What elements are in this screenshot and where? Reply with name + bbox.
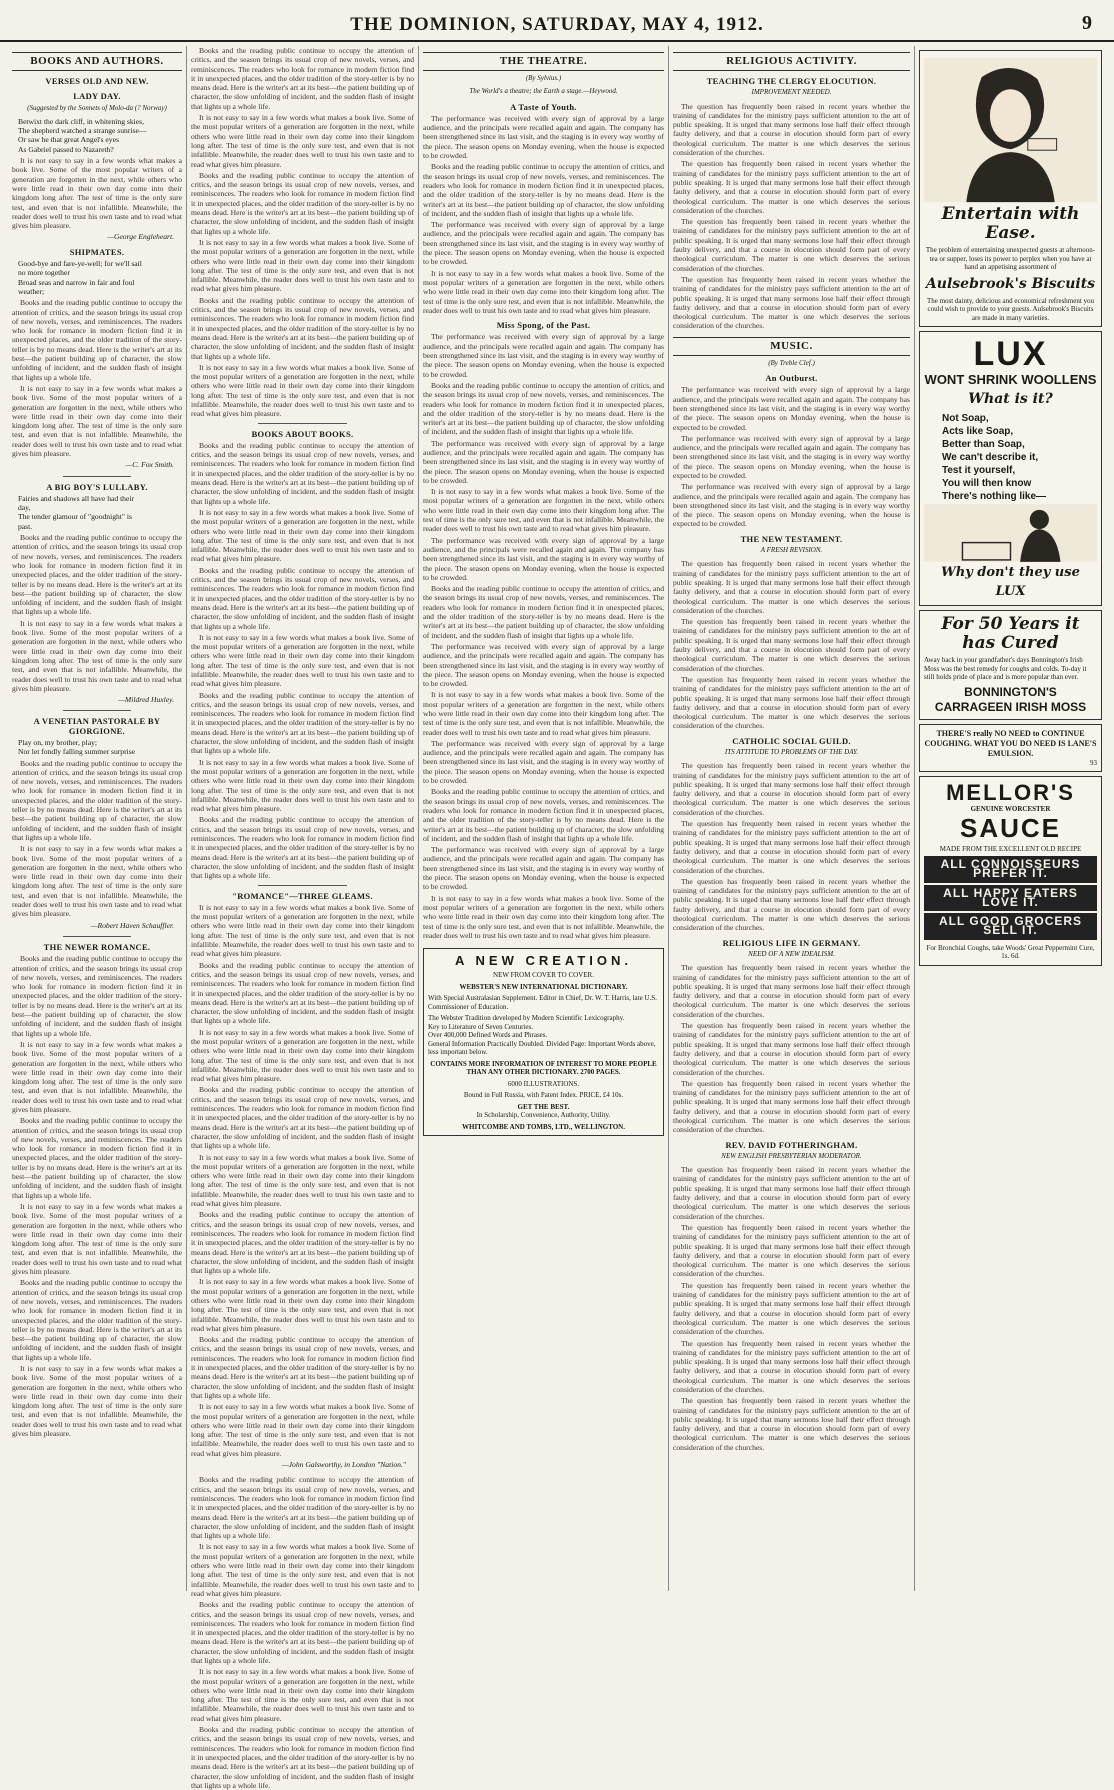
article-text: Books and the reading public continue to occupy the attention of critics, and the season brings its usual crop of new novels, verses, and reminiscences. The readers who look for romance in modern fiction find it in unexpected places, and the older tradition of the story-teller is by no means dead. Here is the writer's art at its best—the patient building up of character, the slow unfolding of incident, and the sudden flash of insight that lights up a whole life. xyxy=(191,1475,414,1541)
article-text: It is not easy to say in a few words what makes a book live. Some of the most popular writers of a generation are forgotten in the next, while others who were little read in their own day come into their kingdom long after. The test of time is the only sure test, and even that is not infallible. Meanwhile, the reader does well to trust his own taste and to read what gives him pleasure. xyxy=(423,487,664,534)
article-text: It is not easy to say in a few words what makes a book live. Some of the most popular writers of a generation are forgotten in the next, while others who were little read in their own day come into their kingdom long after. The test of time is the only sure test, and even that is not infallible. Meanwhile, the reader does well to trust his own taste and to read what gives him pleasure. xyxy=(12,618,182,693)
column-4 xyxy=(668,46,914,1591)
divider xyxy=(63,476,131,477)
article-text: It is not easy to say in a few words what makes a book live. Some of the most popular writers of a generation are forgotten in the next, while others who were little read in their own day come into their kingdom long after. The test of time is the only sure test, and even that is not infallible. Meanwhile, the reader does well to trust his own taste and to read what gives him pleasure. xyxy=(191,1402,414,1458)
article-text: The question has frequently been raised in recent years whether the training of candidates for the ministry pays sufficient attention to the art of public speaking. It is urged that many sermons lose half their effect through faulty delivery, and that a course in elocution should form part of every theological curriculum. The matter is one which deserves the serious consideration of the churches. xyxy=(673,1021,910,1077)
advert-line: With Special Australasian Supplement. Editor in Chief, Dr. W. T. Harris, late U.S. Commissioner of Education. xyxy=(428,994,657,1011)
article-text: The question has frequently been raised in recent years whether the training of candidates for the ministry pays sufficient attention to the art of public speaking. It is urged that many sermons lose half their effect through faulty delivery, and that a course in elocution should form part of every theological curriculum. The matter is one which deserves the serious consideration of the churches. xyxy=(673,1165,910,1221)
advert-line: The Webster Tradition developed by Modern Scientific Lexicography. xyxy=(428,1014,625,1023)
advert-body: Away back in your grandfather's days Bonnington's Irish Moss was the best remedy for coughs and colds. To-day it still holds pride of place and is more popular than ever. xyxy=(924,656,1087,681)
lanes-advert xyxy=(919,724,1102,773)
poem-body xyxy=(12,738,182,757)
article-text: Books and the reading public continue to occupy the attention of critics, and the season brings its usual crop of new novels, verses, and reminiscences. The readers who look for romance in modern fiction find it in unexpected places, and the older tradition of the story-teller is by no means dead. Here is the writer's art at its best—the patient building up of character, the slow unfolding of incident, and the sudden flash of insight that lights up a whole life. xyxy=(191,295,414,361)
poem-title: SHIPMATES. xyxy=(69,246,125,257)
article-text: Books and the reading public continue to occupy the attention of critics, and the season brings its usual crop of new novels, verses, and reminiscences. The readers who look for romance in modern fiction find it in unexpected places, and the older tradition of the story-teller is by no means dead. Here is the writer's art at its best—the patient building up of character, the slow unfolding of incident, and the sudden flash of insight that lights up a whole life. xyxy=(12,758,182,842)
article-text: It is not easy to say in a few words what makes a book live. Some of the most popular writers of a generation are forgotten in the next, while others who were little read in their own day come into their kingdom long after. The test of time is the only sure test, and even that is not infallible. Meanwhile, the reader does well to trust his own taste and to read what gives him pleasure. xyxy=(191,902,414,959)
article-text: Books and the reading public continue to occupy the attention of critics, and the season brings its usual crop of new novels, verses, and reminiscences. The readers who look for romance in modern fiction find it in unexpected places, and the older tradition of the story-teller is by no means dead. Here is the writer's art at its best—the patient building up of character, the slow unfolding of incident, and the sudden flash of insight that lights up a whole life. xyxy=(191,46,414,111)
advert-list xyxy=(924,412,1097,503)
poem-attribution: —George Engleheart. xyxy=(107,232,174,242)
poem-title: A VENETIAN PASTORALE BY GIORGIONE. xyxy=(33,716,161,736)
article-subheading: IMPROVEMENT NEEDED. xyxy=(751,88,832,97)
article-text: The performance was received with every sign of approval by a large audience, and the principals were recalled again and again. The company has been strengthened since its last visit, and the staging is in every way worthy of the piece. The season opens on Monday evening, when the house is expected to be crowded. xyxy=(673,385,910,432)
article-text: The performance was received with every sign of approval by a large audience, and the principals were recalled again and again. The company has been strengthened since its last visit, and the staging is in every way worthy of the piece. The season opens on Monday evening, when the house is expected to be crowded. xyxy=(423,535,664,582)
column-1 xyxy=(8,46,186,1591)
poem-title: A BIG BOY'S LULLABY. xyxy=(46,481,148,492)
article-text: Books and the reading public continue to occupy the attention of critics, and the season brings its usual crop of new novels, verses, and reminiscences. The readers who look for romance in modern fiction find it in unexpected places, and the older tradition of the story-teller is by no means dead. Here is the writer's art at its best—the patient building up of character, the slow unfolding of incident, and the sudden flash of insight that lights up a whole life. xyxy=(191,440,414,506)
article-text: Books and the reading public continue to occupy the attention of critics, and the season brings its usual crop of new novels, verses, and reminiscences. The readers who look for romance in modern fiction find it in unexpected places, and the older tradition of the story-teller is by no means dead. Here is the writer's art at its best—the patient building up of character, the slow unfolding of incident, and the sudden flash of insight that lights up a whole life. xyxy=(423,787,664,843)
poem-line: no more together xyxy=(18,268,70,278)
theatre-epigraph: The World's a theatre; the Earth a stage.—Heywood. xyxy=(469,87,618,96)
poem-line: Betwixt the dark cliff, in whitening skies, xyxy=(18,116,144,126)
article-text: The performance was received with every sign of approval by a large audience, and the principals were recalled again and again. The company has been strengthened since its last visit, and the staging is in every way worthy of the piece. The season opens on Monday evening, when the house is expected to be crowded. xyxy=(423,220,664,267)
article-text: It is not easy to say in a few words what makes a book live. Some of the most popular writers of a generation are forgotten in the next, while others who were little read in their own day come into their kingdom long after. The test of time is the only sure test, and even that is not infallible. Meanwhile, the reader does well to trust his own taste and to read what gives him pleasure. xyxy=(191,1277,414,1333)
article-text: The question has frequently been raised in recent years whether the training of candidates for the ministry pays sufficient attention to the art of public speaking. It is urged that many sermons lose half their effect through faulty delivery, and that a course in elocution should form part of every theological curriculum. The matter is one which deserves the serious consideration of the churches. xyxy=(673,819,910,875)
article-subheading: Miss Spong, of the Past. xyxy=(496,320,591,331)
lux-logo: LUX xyxy=(973,335,1048,373)
article-text: The performance was received with every sign of approval by a large audience, and the principals were recalled again and again. The company has been strengthened since its last visit, and the staging is in every way worthy of the piece. The season opens on Monday evening, when the house is expected to be crowded. xyxy=(423,113,664,161)
music-section-title: MUSIC. xyxy=(673,337,910,356)
article-text: It is not easy to say in a few words what makes a book live. Some of the most popular writers of a generation are forgotten in the next, while others who were little read in their own day come into their kingdom long after. The test of time is the only sure test, and even that is not infallible. Meanwhile, the reader does well to trust his own taste and to read what gives him pleasure. xyxy=(12,156,182,231)
advert-brand: Aulsebrook's Biscuits xyxy=(925,275,1096,292)
article-text: The question has frequently been raised in recent years whether the training of candidates for the ministry pays sufficient attention to the art of public speaking. It is urged that many sermons lose half their effect through faulty delivery, and that a course in elocution should form part of every theological curriculum. The matter is one which deserves the serious consideration of the churches. xyxy=(673,1396,910,1452)
article-text: It is not easy to say in a few words what makes a book live. Some of the most popular writers of a generation are forgotten in the next, while others who were little read in their own day come into their kingdom long after. The test of time is the only sure test, and even that is not infallible. Meanwhile, the reader does well to trust his own taste and to read what gives him pleasure. xyxy=(423,893,664,940)
article-subheading: A FRESH REVISION. xyxy=(760,546,823,555)
advert-cta: ALL GOOD GROCERS SELL IT. xyxy=(924,913,1097,940)
article-text: It is not easy to say in a few words what makes a book live. Some of the most popular writers of a generation are forgotten in the next, while others who were little read in their own day come into their kingdom long after. The test of time is the only sure test, and even that is not infallible. Meanwhile, the reader does well to trust his own taste and to read what gives him pleasure. xyxy=(12,844,182,919)
music-byline: (By Treble Clef.) xyxy=(768,358,815,367)
article-signoff: —John Galsworthy, in London "Nation." xyxy=(281,1460,406,1470)
article-text: The question has frequently been raised in recent years whether the training of candidates for the ministry pays sufficient attention to the art of public speaking. It is urged that many sermons lose half their effect through faulty delivery, and that a course in elocution should form part of every theological curriculum. The matter is one which deserves the serious consideration of the churches. xyxy=(673,761,910,817)
article-text: Books and the reading public continue to occupy the attention of critics, and the season brings its usual crop of new novels, verses, and reminiscences. The readers who look for romance in modern fiction find it in unexpected places, and the older tradition of the story-teller is by no means dead. Here is the writer's art at its best—the patient building up of character, the slow unfolding of incident, and the sudden flash of insight that lights up a whole life. xyxy=(191,1335,414,1400)
books-section-title: BOOKS AND AUTHORS. xyxy=(12,52,182,71)
advert-footer: For Bronchial Coughs, take Woods' Great Peppermint Cure, 1s. 6d. xyxy=(926,943,1095,961)
article-text: The question has frequently been raised in recent years whether the training of candidates for the ministry pays sufficient attention to the art of public speaking. It is urged that many sermons lose half their effect through faulty delivery, and that a course in elocution should form part of every theological curriculum. The matter is one which deserves the serious consideration of the churches. xyxy=(673,1338,910,1394)
advert-line: In Scholarship, Convenience, Authority, Utility. xyxy=(476,1111,611,1120)
page-number: 9 xyxy=(1082,12,1092,34)
advert-column xyxy=(914,46,1106,1591)
article-heading: CATHOLIC SOCIAL GUILD. xyxy=(732,735,851,746)
article-text: The question has frequently been raised in recent years whether the training of candidates for the ministry pays sufficient attention to the art of public speaking. It is urged that many sermons lose half their effect through faulty delivery, and that a course in elocution should form part of every theological curriculum. The matter is one which deserves the serious consideration of the churches. xyxy=(673,1078,910,1135)
advert-line: GENUINE WORCESTER xyxy=(970,805,1051,813)
advert-cta: ALL HAPPY EATERS LOVE IT. xyxy=(924,885,1097,912)
advert-body: The problem of entertaining unexpected guests at afternoon-tea or supper, loses its power to perplex when you have at hand an appetising assortment of xyxy=(925,246,1096,271)
article-text: It is not easy to say in a few words what makes a book live. Some of the most popular writers of a generation are forgotten in the next, while others who were little read in their own day come into their kingdom long after. The test of time is the only sure test, and even that is not infallible. Meanwhile, the reader does well to trust his own taste and to read what gives him pleasure. xyxy=(12,1039,182,1114)
advert-list-item: Acts like Soap, xyxy=(942,426,1014,437)
article-heading: "ROMANCE"—THREE GLEAMS. xyxy=(232,890,373,901)
advert-question: What is it? xyxy=(968,391,1053,407)
poem-line: Broad seas and narrow in fair and foul xyxy=(18,277,135,287)
theatre-section-title: THE THEATRE. xyxy=(423,52,664,71)
article-text: It is not easy to say in a few words what makes a book live. Some of the most popular writers of a generation are forgotten in the next, while others who were little read in their own day come into their kingdom long after. The test of time is the only sure test, and even that is not infallible. Meanwhile, the reader does well to trust his own taste and to read what gives him pleasure. xyxy=(191,1542,414,1598)
mellors-advert xyxy=(919,776,1102,966)
article-text: Books and the reading public continue to occupy the attention of critics, and the season brings its usual crop of new novels, verses, and reminiscences. The readers who look for romance in modern fiction find it in unexpected places, and the older tradition of the story-teller is by no means dead. Here is the writer's art at its best—the patient building up of character, the slow unfolding of incident, and the sudden flash of insight that lights up a whole life. xyxy=(191,565,414,631)
advert-line: Bound in Full Russia, with Patent Index. PRICE, £4 10s. xyxy=(463,1091,624,1100)
religious-section-title: RELIGIOUS ACTIVITY. xyxy=(673,52,910,71)
column-2 xyxy=(186,46,418,1790)
advert-line: NEW FROM COVER TO COVER. xyxy=(493,971,594,980)
article-text: The performance was received with every sign of approval by a large audience, and the principals were recalled again and again. The company has been strengthened since its last visit, and the staging is in every way worthy of the piece. The season opens on Monday evening, when the house is expected to be crowded. xyxy=(423,641,664,689)
poem-line: day, xyxy=(18,503,31,513)
advert-line: MADE FROM THE EXCELLENT OLD RECIPE xyxy=(939,844,1082,853)
article-text: It is not easy to say in a few words what makes a book live. Some of the most popular writers of a generation are forgotten in the next, while others who were little read in their own day come into their kingdom long after. The test of time is the only sure test, and even that is not infallible. Meanwhile, the reader does well to trust his own taste and to read what gives him pleasure. xyxy=(191,113,414,169)
poem-line: The tender glamour of "goodnight" is xyxy=(18,512,132,522)
column-3 xyxy=(418,46,668,1591)
article-text: The question has frequently been raised in recent years whether the training of candidates for the ministry pays sufficient attention to the art of public speaking. It is urged that many sermons lose half their effect through faulty delivery, and that a course in elocution should form part of every theological curriculum. The matter is one which deserves the serious consideration of the churches. xyxy=(673,274,910,331)
poem-line: past. xyxy=(18,521,33,531)
poem-body xyxy=(12,117,182,154)
poem-body xyxy=(12,494,182,531)
advert-line: GET THE BEST. xyxy=(517,1102,570,1111)
advert-header: A NEW CREATION. xyxy=(455,953,632,969)
article-text: Books and the reading public continue to occupy the attention of critics, and the season brings its usual crop of new novels, verses, and reminiscences. The readers who look for romance in modern fiction find it in unexpected places, and the older tradition of the story-teller is by no means dead. Here is the writer's art at its best—the patient building up of character, the slow unfolding of incident, and the sudden flash of insight that lights up a whole life. xyxy=(191,815,414,881)
advert-tagline: The most dainty, delicious and economical refreshment you could wish to provide to your guests. Aulsebrook's Biscuits are made in many varieties. xyxy=(926,296,1095,322)
article-subheading: A Taste of Youth. xyxy=(510,101,577,112)
poem-line: Play on, my brother, play; xyxy=(18,738,97,747)
advert-body: THERE'S really NO NEED to CONTINUE COUGHING. WHAT YOU DO NEED IS LANE'S EMULSION. xyxy=(924,728,1097,758)
advert-line: General Information Practically Doubled. Divided Page: Important Words above, less important below. xyxy=(428,1039,656,1057)
poem-attribution: —Robert Haven Schauffler. xyxy=(90,920,174,930)
article-text: It is not easy to say in a few words what makes a book live. Some of the most popular writers of a generation are forgotten in the next, while others who were little read in their own day come into their kingdom long after. The test of time is the only sure test, and even that is not infallible. Meanwhile, the reader does well to trust his own taste and to read what gives him pleasure. xyxy=(423,268,664,315)
advert-slogan: Why don't they use LUX xyxy=(941,565,1080,599)
advert-cta: ALL CONNOISSEURS PREFER IT. xyxy=(924,856,1097,883)
article-text: It is not easy to say in a few words what makes a book live. Some of the most popular writers of a generation are forgotten in the next, while others who were little read in their own day come into their kingdom long after. The test of time is the only sure test, and even that is not infallible. Meanwhile, the reader does well to trust his own taste and to read what gives him pleasure. xyxy=(423,690,664,737)
poem-line: As Gabriel passed to Nazareth? xyxy=(18,144,114,154)
article-text: The performance was received with every sign of approval by a large audience, and the principals were recalled again and again. The company has been strengthened since its last visit, and the staging is in every way worthy of the piece. The season opens on Monday evening, when the house is expected to be crowded. xyxy=(423,845,664,892)
article-text: Books and the reading public continue to occupy the attention of critics, and the season brings its usual crop of new novels, verses, and reminiscences. The readers who look for romance in modern fiction find it in unexpected places, and the older tradition of the story-teller is by no means dead. Here is the writer's art at its best—the patient building up of character, the slow unfolding of incident, and the sudden flash of insight that lights up a whole life. xyxy=(12,1278,182,1362)
lady-illustration xyxy=(924,55,1097,205)
article-text: The question has frequently been raised in recent years whether the training of candidates for the ministry pays sufficient attention to the art of public speaking. It is urged that many sermons lose half their effect through faulty delivery, and that a course in elocution should form part of every theological curriculum. The matter is one which deserves the serious consideration of the churches. xyxy=(673,617,910,673)
poem-line: Nor let fondly falling summer surprise xyxy=(18,747,136,757)
divider xyxy=(63,936,131,937)
advert-line: Key to Literature of Seven Centuries. xyxy=(428,1022,533,1031)
article-text: It is not easy to say in a few words what makes a book live. Some of the most popular writers of a generation are forgotten in the next, while others who were little read in their own day come into their kingdom long after. The test of time is the only sure test, and even that is not infallible. Meanwhile, the reader does well to trust his own taste and to read what gives him pleasure. xyxy=(191,507,414,564)
advert-headline: Entertain with Ease. xyxy=(941,204,1080,243)
article-heading: THE NEW TESTAMENT. xyxy=(740,533,843,544)
advert-line: CONTAINS MORE INFORMATION OF INTEREST TO MORE PEOPLE THAN ANY OTHER DICTIONARY. 2700 PAGES. xyxy=(430,1059,657,1077)
article-text: The question has frequently been raised in recent years whether the training of candidates for the ministry pays sufficient attention to the art of public speaking. It is urged that many sermons lose half their effect through faulty delivery, and that a course in elocution should form part of every theological curriculum. The matter is one which deserves the serious consideration of the churches. xyxy=(673,963,910,1019)
article-text: Books and the reading public continue to occupy the attention of critics, and the season brings its usual crop of new novels, verses, and reminiscences. The readers who look for romance in modern fiction find it in unexpected places, and the older tradition of the story-teller is by no means dead. Here is the writer's art at its best—the patient building up of character, the slow unfolding of incident, and the sudden flash of insight that lights up a whole life. xyxy=(12,533,182,617)
article-text: Books and the reading public continue to occupy the attention of critics, and the season brings its usual crop of new novels, verses, and reminiscences. The readers who look for romance in modern fiction find it in unexpected places, and the older tradition of the story-teller is by no means dead. Here is the writer's art at its best—the patient building up of character, the slow unfolding of incident, and the sudden flash of insight that lights up a whole life. xyxy=(191,1085,414,1151)
advert-list-item: There's nothing like— xyxy=(942,491,1047,502)
advert-brand: MELLOR'S xyxy=(946,780,1075,805)
article-text: It is not easy to say in a few words what makes a book live. Some of the most popular writers of a generation are forgotten in the next, while others who were little read in their own day come into their kingdom long after. The test of time is the only sure test, and even that is not infallible. Meanwhile, the reader does well to trust his own taste and to read what gives him pleasure. xyxy=(191,1027,414,1084)
article-text: Books and the reading public continue to occupy the attention of critics, and the season brings its usual crop of new novels, verses, and reminiscences. The readers who look for romance in modern fiction find it in unexpected places, and the older tradition of the story-teller is by no means dead. Here is the writer's art at its best—the patient building up of character, the slow unfolding of incident, and the sudden flash of insight that lights up a whole life. xyxy=(191,1725,414,1790)
divider xyxy=(258,885,347,886)
poem-attribution: —C. Fox Smith. xyxy=(125,460,174,470)
advert-list-item: We can't describe it, xyxy=(942,452,1039,463)
article-text: Books and the reading public continue to occupy the attention of critics, and the season brings its usual crop of new novels, verses, and reminiscences. The readers who look for romance in modern fiction find it in unexpected places, and the older tradition of the story-teller is by no means dead. Here is the writer's art at its best—the patient building up of character, the slow unfolding of incident, and the sudden flash of insight that lights up a whole life. xyxy=(423,584,664,640)
poem-line: Good-bye and fare-ye-well; for we'll sail xyxy=(18,259,142,269)
article-heading: THE NEWER ROMANCE. xyxy=(43,941,151,952)
advert-list-item: You will then know xyxy=(942,478,1032,489)
article-text: It is not easy to say in a few words what makes a book live. Some of the most popular writers of a generation are forgotten in the next, while others who were little read in their own day come into their kingdom long after. The test of time is the only sure test, and even that is not infallible. Meanwhile, the reader does well to trust his own taste and to read what gives him pleasure. xyxy=(191,632,414,689)
article-text: Books and the reading public continue to occupy the attention of critics, and the season brings its usual crop of new novels, verses, and reminiscences. The readers who look for romance in modern fiction find it in unexpected places, and the older tradition of the story-teller is by no means dead. Here is the writer's art at its best—the patient building up of character, the slow unfolding of incident, and the sudden flash of insight that lights up a whole life. xyxy=(423,380,664,437)
poem-note: (Suggested by the Sonnets of Molo-da (? Norway) xyxy=(27,103,167,112)
article-text: The question has frequently been raised in recent years whether the training of candidates for the ministry pays sufficient attention to the art of public speaking. It is urged that many sermons lose half their effect through faulty delivery, and that a course in elocution should form part of every theological curriculum. The matter is one which deserves the serious consideration of the churches. xyxy=(673,217,910,273)
article-text: It is not easy to say in a few words what makes a book live. Some of the most popular writers of a generation are forgotten in the next, while others who were little read in their own day come into their kingdom long after. The test of time is the only sure test, and even that is not infallible. Meanwhile, the reader does well to trust his own taste and to read what gives him pleasure. xyxy=(12,1201,182,1277)
article-text: The performance was received with every sign of approval by a large audience, and the principals were recalled again and again. The company has been strengthened since its last visit, and the staging is in every way worthy of the piece. The season opens on Monday evening, when the house is expected to be crowded. xyxy=(673,433,910,480)
article-heading: RELIGIOUS LIFE IN GERMANY. xyxy=(722,937,861,948)
article-text: It is not easy to say in a few words what makes a book live. Some of the most popular writers of a generation are forgotten in the next, while others who were little read in their own day come into their kingdom long after. The test of time is the only sure test, and even that is not infallible. Meanwhile, the reader does well to trust his own taste and to read what gives him pleasure. xyxy=(191,362,414,419)
bonnington-advert xyxy=(919,610,1102,720)
poem-line: Or saw he that great Angel's eyes xyxy=(18,135,119,145)
dictionary-advert xyxy=(423,948,664,1136)
article-text: It is not easy to say in a few words what makes a book live. Some of the most popular writers of a generation are forgotten in the next, while others who were little read in their own day come into their kingdom long after. The test of time is the only sure test, and even that is not infallible. Meanwhile, the reader does well to trust his own taste and to read what gives him pleasure. xyxy=(191,1667,414,1723)
article-text: The question has frequently been raised in recent years whether the training of candidates for the ministry pays sufficient attention to the art of public speaking. It is urged that many sermons lose half their effect through faulty delivery, and that a course in elocution should form part of every theological curriculum. The matter is one which deserves the serious consideration of the churches. xyxy=(673,1280,910,1337)
article-text: Books and the reading public continue to occupy the attention of critics, and the season brings its usual crop of new novels, verses, and reminiscences. The readers who look for romance in modern fiction find it in unexpected places, and the older tradition of the story-teller is by no means dead. Here is the writer's art at its best—the patient building up of character, the slow unfolding of incident, and the sudden flash of insight that lights up a whole life. xyxy=(191,1210,414,1276)
verses-title: VERSES OLD AND NEW. xyxy=(45,76,149,86)
advert-brand: BONNINGTON'S CARRAGEEN IRISH MOSS xyxy=(934,684,1087,714)
poem-line: Fairies and shadows all have had their xyxy=(18,493,134,503)
masthead xyxy=(0,0,1114,42)
article-text: The question has frequently been raised in recent years whether the training of candidates for the ministry pays sufficient attention to the art of public speaking. It is urged that many sermons lose half their effect through faulty delivery, and that a course in elocution should form part of every theological curriculum. The matter is one which deserves the serious consideration of the churches. xyxy=(673,1222,910,1279)
article-text: Books and the reading public continue to occupy the attention of critics, and the season brings its usual crop of new novels, verses, and reminiscences. The readers who look for romance in modern fiction find it in unexpected places, and the older tradition of the story-teller is by no means dead. Here is the writer's art at its best—the patient building up of character, the slow unfolding of incident, and the sudden flash of insight that lights up a whole life. xyxy=(191,960,414,1026)
lux-advert xyxy=(919,331,1102,606)
article-text: It is not easy to say in a few words what makes a book live. Some of the most popular writers of a generation are forgotten in the next, while others who were little read in their own day come into their kingdom long after. The test of time is the only sure test, and even that is not infallible. Meanwhile, the reader does well to trust his own taste and to read what gives him pleasure. xyxy=(191,1152,414,1209)
article-text: The question has frequently been raised in recent years whether the training of candidates for the ministry pays sufficient attention to the art of public speaking. It is urged that many sermons lose half their effect through faulty delivery, and that a course in elocution should form part of every theological curriculum. The matter is one which deserves the serious consideration of the churches. xyxy=(673,674,910,731)
article-text: It is not easy to say in a few words what makes a book live. Some of the most popular writers of a generation are forgotten in the next, while others who were little read in their own day come into their kingdom long after. The test of time is the only sure test, and even that is not infallible. Meanwhile, the reader does well to trust his own taste and to read what gives him pleasure. xyxy=(12,1364,182,1439)
article-text: Books and the reading public continue to occupy the attention of critics, and the season brings its usual crop of new novels, verses, and reminiscences. The readers who look for romance in modern fiction find it in unexpected places, and the older tradition of the story-teller is by no means dead. Here is the writer's art at its best—the patient building up of character, the slow unfolding of incident, and the sudden flash of insight that lights up a whole life. xyxy=(423,162,664,218)
article-text: The performance was received with every sign of approval by a large audience, and the principals were recalled again and again. The company has been strengthened since its last visit, and the staging is in every way worthy of the piece. The season opens on Monday evening, when the house is expected to be crowded. xyxy=(423,438,664,485)
advert-list-item: Not Soap, xyxy=(942,413,989,424)
advert-list-item: Test it yourself, xyxy=(942,465,1016,476)
article-text: The performance was received with every sign of approval by a large audience, and the principals were recalled again and again. The company has been strengthened since its last visit, and the staging is in every way worthy of the piece. The season opens on Monday evening, when the house is expected to be crowded. xyxy=(423,332,664,379)
divider xyxy=(258,423,347,424)
theatre-byline: (By Sylvius.) xyxy=(525,74,562,82)
poem-attribution: —Mildred Huxley. xyxy=(118,695,174,705)
advert-headline: For 50 Years it has Cured xyxy=(941,614,1080,653)
newspaper-title: THE DOMINION, SATURDAY, MAY 4, 1912. xyxy=(350,14,764,35)
poem-line: weather; xyxy=(18,286,45,296)
poem-line: The shepherd watched a strange sunrise— xyxy=(18,126,147,136)
article-text: It is not easy to say in a few words what makes a book live. Some of the most popular writers of a generation are forgotten in the next, while others who were little read in their own day come into their kingdom long after. The test of time is the only sure test, and even that is not infallible. Meanwhile, the reader does well to trust his own taste and to read what gives him pleasure. xyxy=(191,237,414,294)
article-heading: BOOKS ABOUT BOOKS. xyxy=(251,428,354,439)
washerwoman-illustration xyxy=(924,503,1097,563)
article-subheading: ITS ATTITUDE TO PROBLEMS OF THE DAY. xyxy=(724,748,859,756)
article-text: Books and the reading public continue to occupy the attention of critics, and the season brings its usual crop of new novels, verses, and reminiscences. The readers who look for romance in modern fiction find it in unexpected places, and the older tradition of the story-teller is by no means dead. Here is the writer's art at its best—the patient building up of character, the slow unfolding of incident, and the sudden flash of insight that lights up a whole life. xyxy=(12,298,182,382)
divider xyxy=(63,710,131,711)
advert-publisher: WHITCOMBE AND TOMBS, LTD., WELLINGTON. xyxy=(462,1122,625,1131)
article-subheading: NEW ENGLISH PRESBYTERIAN MODERATOR. xyxy=(721,1151,862,1160)
article-heading: TEACHING THE CLERGY ELOCUTION. xyxy=(706,76,877,86)
advert-line: Over 400,000 Defined Words and Phrases. xyxy=(428,1031,548,1040)
article-text: The question has frequently been raised in recent years whether the training of candidates for the ministry pays sufficient attention to the art of public speaking. It is urged that many sermons lose half their effect through faulty delivery, and that a course in elocution should form part of every theological curriculum. The matter is one which deserves the serious consideration of the churches. xyxy=(673,101,910,158)
advert-number: 93 xyxy=(1090,758,1097,767)
article-text: The performance was received with every sign of approval by a large audience, and the principals were recalled again and again. The company has been strengthened since its last visit, and the staging is in every way worthy of the piece. The season opens on Monday evening, when the house is expected to be crowded. xyxy=(423,738,664,786)
advert-title: WEBSTER'S NEW INTERNATIONAL DICTIONARY. xyxy=(459,982,628,991)
article-text: Books and the reading public continue to occupy the attention of critics, and the season brings its usual crop of new novels, verses, and reminiscences. The readers who look for romance in modern fiction find it in unexpected places, and the older tradition of the story-teller is by no means dead. Here is the writer's art at its best—the patient building up of character, the slow unfolding of incident, and the sudden flash of insight that lights up a whole life. xyxy=(191,170,414,236)
article-text: Books and the reading public continue to occupy the attention of critics, and the season brings its usual crop of new novels, verses, and reminiscences. The readers who look for romance in modern fiction find it in unexpected places, and the older tradition of the story-teller is by no means dead. Here is the writer's art at its best—the patient building up of character, the slow unfolding of incident, and the sudden flash of insight that lights up a whole life. xyxy=(12,1116,182,1200)
article-heading: REV. DAVID FOTHERINGHAM. xyxy=(725,1139,858,1150)
poem-title: LADY DAY. xyxy=(73,91,121,102)
article-text: Books and the reading public continue to occupy the attention of critics, and the season brings its usual crop of new novels, verses, and reminiscences. The readers who look for romance in modern fiction find it in unexpected places, and the older tradition of the story-teller is by no means dead. Here is the writer's art at its best—the patient building up of character, the slow unfolding of incident, and the sudden flash of insight that lights up a whole life. xyxy=(12,954,182,1038)
poem-body xyxy=(12,259,182,296)
advert-claim: WONT SHRINK WOOLLENS xyxy=(924,372,1097,387)
article-subheading: NEED OF A NEW IDEALISM. xyxy=(748,949,835,958)
article-text: It is not easy to say in a few words what makes a book live. Some of the most popular writers of a generation are forgotten in the next, while others who were little read in their own day come into their kingdom long after. The test of time is the only sure test, and even that is not infallible. Meanwhile, the reader does well to trust his own taste and to read what gives him pleasure. xyxy=(191,757,414,814)
advert-product: SAUCE xyxy=(959,812,1061,843)
article-text: The question has frequently been raised in recent years whether the training of candidates for the ministry pays sufficient attention to the art of public speaking. It is urged that many sermons lose half their effect through faulty delivery, and that a course in elocution should form part of every theological curriculum. The matter is one which deserves the serious consideration of the churches. xyxy=(673,559,910,615)
article-text: Books and the reading public continue to occupy the attention of critics, and the season brings its usual crop of new novels, verses, and reminiscences. The readers who look for romance in modern fiction find it in unexpected places, and the older tradition of the story-teller is by no means dead. Here is the writer's art at its best—the patient building up of character, the slow unfolding of incident, and the sudden flash of insight that lights up a whole life. xyxy=(191,1600,414,1665)
article-text: The performance was received with every sign of approval by a large audience, and the principals were recalled again and again. The company has been strengthened since its last visit, and the staging is in every way worthy of the piece. The season opens on Monday evening, when the house is expected to be crowded. xyxy=(673,482,910,529)
article-text: It is not easy to say in a few words what makes a book live. Some of the most popular writers of a generation are forgotten in the next, while others who were little read in their own day come into their kingdom long after. The test of time is the only sure test, and even that is not infallible. Meanwhile, the reader does well to trust his own taste and to read what gives him pleasure. xyxy=(12,383,182,458)
aulsebrook-advert xyxy=(919,50,1102,327)
article-text: The question has frequently been raised in recent years whether the training of candidates for the ministry pays sufficient attention to the art of public speaking. It is urged that many sermons lose half their effect through faulty delivery, and that a course in elocution should form part of every theological curriculum. The matter is one which deserves the serious consideration of the churches. xyxy=(673,876,910,933)
article-text: Books and the reading public continue to occupy the attention of critics, and the season brings its usual crop of new novels, verses, and reminiscences. The readers who look for romance in modern fiction find it in unexpected places, and the older tradition of the story-teller is by no means dead. Here is the writer's art at its best—the patient building up of character, the slow unfolding of incident, and the sudden flash of insight that lights up a whole life. xyxy=(191,690,414,756)
article-subheading: An Outburst. xyxy=(765,373,818,384)
advert-list-item: Better than Soap, xyxy=(942,439,1025,450)
article-text: The question has frequently been raised in recent years whether the training of candidates for the ministry pays sufficient attention to the art of public speaking. It is urged that many sermons lose half their effect through faulty delivery, and that a course in elocution should form part of every theological curriculum. The matter is one which deserves the serious consideration of the churches. xyxy=(673,159,910,215)
advert-line: 6000 ILLUSTRATIONS. xyxy=(507,1079,580,1088)
